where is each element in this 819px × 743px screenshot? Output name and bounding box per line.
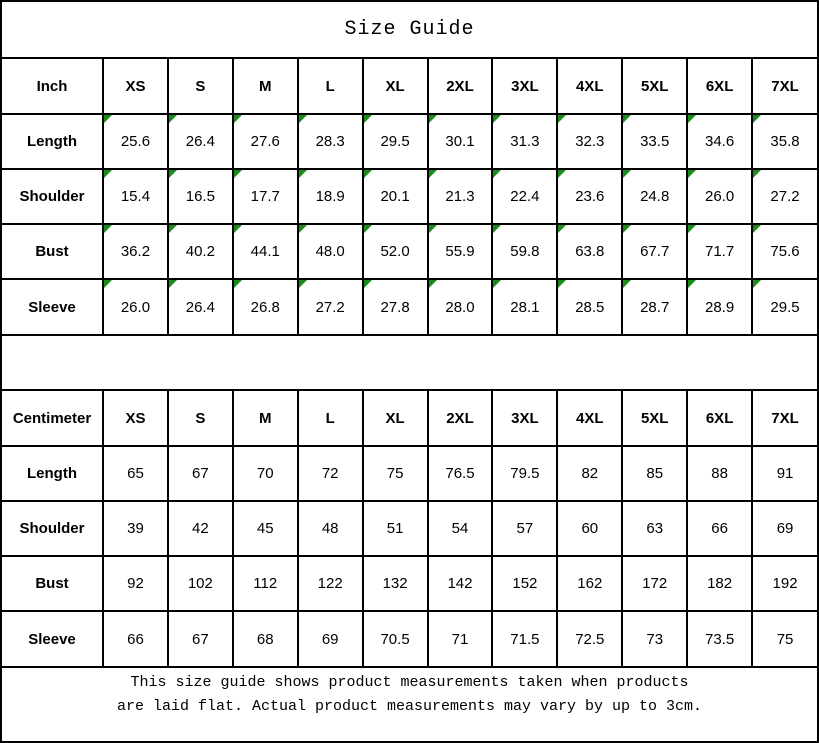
corner-marker-icon (753, 115, 761, 123)
measurement-value-cell (557, 501, 622, 556)
corner-marker-icon (558, 115, 566, 123)
measurement-value-cell (557, 224, 622, 279)
size-header-cell: 2XL (428, 391, 493, 446)
measurement-value-cell (428, 169, 493, 224)
corner-marker-icon (299, 170, 307, 178)
measurement-value: 66 (127, 630, 144, 648)
measurement-value: 28.9 (705, 298, 735, 316)
measurement-value: 21.3 (445, 188, 475, 205)
measurement-value-cell (363, 224, 428, 279)
measurement-value-cell (103, 169, 168, 224)
measurement-value-cell (752, 114, 817, 169)
measurement-value: 132 (382, 575, 408, 592)
measurement-value: 26.8 (250, 298, 280, 316)
measurement-value: 73 (646, 630, 664, 648)
measurement-value-cell (557, 556, 622, 611)
measurement-label-cell: Length (2, 114, 103, 169)
measurement-value-cell (557, 169, 622, 224)
measurement-label-cell: Bust (2, 556, 103, 611)
measurement-value-cell (168, 169, 233, 224)
corner-marker-icon (234, 280, 242, 288)
measurement-value: 26.0 (705, 188, 735, 205)
size-header-cell: 6XL (687, 59, 752, 114)
measurement-value-cell (428, 224, 493, 279)
measurement-value: 70.5 (380, 630, 410, 648)
corner-marker-icon (169, 225, 177, 233)
measurement-value-cell (298, 224, 363, 279)
measurement-value: 44.1 (250, 243, 280, 260)
measurement-label-cell: Shoulder (2, 501, 103, 556)
measurement-value-cell (233, 224, 298, 279)
measurement-value-cell (428, 611, 493, 666)
measurement-value-cell (103, 224, 168, 279)
corner-marker-icon (104, 115, 112, 123)
measurement-value: 82 (581, 465, 599, 482)
measurement-value-cell (428, 114, 493, 169)
measurement-value-cell (168, 114, 233, 169)
measurement-value-cell (103, 611, 168, 666)
measurement-value: 162 (577, 575, 603, 592)
measurement-value-cell (557, 114, 622, 169)
corner-marker-icon (104, 170, 112, 178)
measurement-label-cell: Bust (2, 224, 103, 279)
measurement-value-cell (687, 169, 752, 224)
measurement-value: 102 (187, 575, 213, 592)
unit-header-cell: Inch (2, 59, 103, 114)
corner-marker-icon (299, 115, 307, 123)
measurement-value: 75.6 (770, 243, 800, 260)
corner-marker-icon (234, 170, 242, 178)
measurement-value: 63 (646, 520, 664, 537)
measurement-value: 27.2 (315, 298, 345, 316)
measurement-value: 67 (192, 630, 209, 648)
page-title: Size Guide (2, 2, 817, 59)
measurement-value-cell (492, 556, 557, 611)
measurement-value: 29.5 (770, 298, 800, 316)
measurement-value-cell (687, 611, 752, 666)
measurement-value-cell (363, 114, 428, 169)
measurement-value-cell (298, 446, 363, 501)
measurement-value: 71.7 (705, 243, 735, 260)
corner-marker-icon (364, 280, 372, 288)
corner-marker-icon (493, 170, 501, 178)
measurement-value: 32.3 (575, 133, 605, 150)
measurement-value-cell (622, 611, 687, 666)
measurement-value: 30.1 (445, 133, 475, 150)
size-header-cell: 5XL (622, 59, 687, 114)
corner-marker-icon (169, 170, 177, 178)
measurement-value: 71 (451, 630, 469, 648)
measurement-value: 27.6 (250, 133, 280, 150)
measurement-value: 112 (253, 575, 278, 592)
measurement-value: 28.0 (445, 298, 475, 316)
measurement-value: 69 (776, 520, 794, 537)
measurement-value-cell (233, 279, 298, 334)
corner-marker-icon (299, 225, 307, 233)
measurement-value-cell (752, 501, 817, 556)
measurement-value-cell (233, 169, 298, 224)
measurement-value: 91 (776, 465, 794, 482)
measurement-value-cell (557, 446, 622, 501)
measurement-value-cell (103, 279, 168, 334)
measurement-value-cell (687, 224, 752, 279)
measurement-value-cell (298, 611, 363, 666)
measurement-value: 60 (581, 520, 599, 537)
measurement-value: 15.4 (120, 188, 151, 205)
measurement-value-cell (168, 446, 233, 501)
measurement-value: 72.5 (575, 630, 605, 648)
corner-marker-icon (623, 225, 631, 233)
measurement-value: 59.8 (510, 243, 540, 260)
measurement-value: 20.1 (380, 188, 410, 205)
measurement-value: 23.6 (575, 188, 605, 205)
corner-marker-icon (753, 225, 761, 233)
measurement-value-cell (233, 556, 298, 611)
measurement-label-cell: Length (2, 446, 103, 501)
measurement-value-cell (622, 501, 687, 556)
measurement-value-cell (363, 446, 428, 501)
measurement-label-cell: Shoulder (2, 169, 103, 224)
measurement-value-cell (428, 501, 493, 556)
corner-marker-icon (234, 225, 242, 233)
size-header-cell: 7XL (752, 391, 817, 446)
centimeter-size-table (2, 391, 817, 666)
measurement-value: 182 (707, 575, 733, 592)
measurement-value: 17.7 (250, 188, 280, 205)
corner-marker-icon (104, 225, 112, 233)
measurement-value: 76.5 (445, 465, 475, 482)
footer-note (2, 666, 817, 721)
measurement-value-cell (363, 611, 428, 666)
measurement-value: 55.9 (445, 243, 475, 260)
measurement-value-cell (363, 556, 428, 611)
measurement-value: 67.7 (640, 243, 670, 260)
corner-marker-icon (104, 280, 112, 288)
measurement-value: 28.5 (575, 298, 605, 316)
measurement-value-cell (752, 611, 817, 666)
measurement-value: 34.6 (705, 133, 735, 150)
measurement-value-cell (103, 501, 168, 556)
measurement-value: 65 (127, 465, 144, 482)
size-header-cell: 4XL (557, 391, 622, 446)
measurement-value-cell (363, 169, 428, 224)
measurement-value-cell (233, 611, 298, 666)
measurement-value-cell (687, 114, 752, 169)
table-separator (2, 334, 817, 391)
measurement-value: 79.5 (510, 465, 540, 482)
measurement-value: 152 (512, 575, 538, 592)
measurement-value-cell (492, 169, 557, 224)
corner-marker-icon (558, 225, 566, 233)
measurement-value: 35.8 (770, 133, 800, 150)
measurement-value-cell (298, 556, 363, 611)
measurement-value: 28.1 (510, 298, 540, 316)
measurement-value: 26.4 (185, 298, 215, 316)
measurement-value: 22.4 (510, 188, 540, 205)
measurement-value: 73.5 (705, 630, 735, 648)
measurement-value: 71.5 (510, 630, 540, 648)
measurement-value: 28.7 (640, 298, 670, 316)
measurement-value-cell (752, 169, 817, 224)
measurement-value: 75 (386, 465, 404, 482)
measurement-value-cell (492, 501, 557, 556)
measurement-value-cell (492, 446, 557, 501)
measurement-value-cell (233, 501, 298, 556)
measurement-value: 122 (317, 575, 343, 592)
measurement-value-cell (298, 501, 363, 556)
size-header-cell: M (233, 391, 298, 446)
size-header-cell: XS (103, 391, 168, 446)
measurement-value: 66 (711, 520, 728, 537)
measurement-value-cell (687, 556, 752, 611)
measurement-value-cell (168, 611, 233, 666)
corner-marker-icon (493, 115, 501, 123)
corner-marker-icon (753, 170, 761, 178)
measurement-value: 33.5 (640, 133, 670, 150)
measurement-value-cell (428, 279, 493, 334)
measurement-value-cell (363, 279, 428, 334)
measurement-value-cell (622, 279, 687, 334)
corner-marker-icon (364, 115, 372, 123)
measurement-value: 31.3 (510, 133, 540, 150)
measurement-value: 48.0 (315, 243, 345, 260)
size-header-cell: XL (363, 59, 428, 114)
inch-size-table (2, 59, 817, 334)
measurement-value-cell (492, 279, 557, 334)
measurement-value: 142 (447, 575, 473, 592)
corner-marker-icon (688, 225, 696, 233)
corner-marker-icon (493, 280, 501, 288)
size-header-cell: 3XL (492, 391, 557, 446)
corner-marker-icon (753, 280, 761, 288)
measurement-value: 51 (386, 520, 404, 537)
measurement-value: 16.5 (185, 188, 215, 205)
corner-marker-icon (299, 280, 307, 288)
measurement-value-cell (752, 446, 817, 501)
measurement-value: 28.3 (315, 133, 345, 150)
measurement-value: 70 (256, 465, 274, 482)
corner-marker-icon (688, 280, 696, 288)
measurement-label-cell: Sleeve (2, 611, 103, 666)
corner-marker-icon (623, 280, 631, 288)
measurement-value: 40.2 (185, 243, 215, 260)
measurement-value-cell (233, 114, 298, 169)
measurement-value: 26.4 (185, 133, 215, 150)
measurement-value: 25.6 (120, 133, 151, 150)
size-header-cell: S (168, 59, 233, 114)
measurement-value: 24.8 (640, 188, 670, 205)
measurement-value-cell (168, 279, 233, 334)
measurement-value-cell (168, 224, 233, 279)
measurement-value: 63.8 (575, 243, 605, 260)
measurement-value-cell (492, 224, 557, 279)
corner-marker-icon (558, 280, 566, 288)
footer-note-line1: This size guide shows product measurements taken when products (130, 673, 689, 691)
size-header-cell: L (298, 59, 363, 114)
measurement-value-cell (103, 114, 168, 169)
size-header-cell: XS (103, 59, 168, 114)
unit-header-cell: Centimeter (2, 391, 103, 446)
measurement-value: 39 (127, 520, 144, 537)
measurement-value: 92 (127, 575, 144, 592)
measurement-value: 72 (321, 465, 339, 482)
measurement-value-cell (103, 556, 168, 611)
corner-marker-icon (364, 225, 372, 233)
measurement-value: 36.2 (120, 243, 151, 260)
measurement-value-cell (168, 501, 233, 556)
measurement-value-cell (103, 446, 168, 501)
measurement-value: 52.0 (380, 243, 410, 260)
size-header-cell: XL (363, 391, 428, 446)
measurement-value-cell (687, 279, 752, 334)
size-header-cell: S (168, 391, 233, 446)
size-header-cell: 4XL (557, 59, 622, 114)
measurement-value-cell (233, 446, 298, 501)
corner-marker-icon (429, 225, 437, 233)
measurement-value: 85 (646, 465, 664, 482)
measurement-value-cell (622, 446, 687, 501)
measurement-value: 88 (711, 465, 728, 482)
corner-marker-icon (688, 115, 696, 123)
corner-marker-icon (493, 225, 501, 233)
corner-marker-icon (623, 115, 631, 123)
measurement-value: 172 (642, 575, 668, 592)
measurement-value-cell (492, 611, 557, 666)
measurement-value: 75 (776, 630, 794, 648)
size-header-cell: L (298, 391, 363, 446)
measurement-value: 42 (192, 520, 209, 537)
measurement-value-cell (557, 611, 622, 666)
measurement-value: 27.2 (770, 188, 800, 205)
measurement-value-cell (492, 114, 557, 169)
measurement-value: 57 (516, 520, 534, 537)
measurement-value: 45 (256, 520, 274, 537)
measurement-value: 54 (451, 520, 469, 537)
corner-marker-icon (429, 280, 437, 288)
corner-marker-icon (234, 115, 242, 123)
corner-marker-icon (558, 170, 566, 178)
measurement-value-cell (428, 556, 493, 611)
measurement-label-cell: Sleeve (2, 279, 103, 334)
corner-marker-icon (623, 170, 631, 178)
corner-marker-icon (688, 170, 696, 178)
size-header-cell: 7XL (752, 59, 817, 114)
measurement-value: 29.5 (380, 133, 410, 150)
size-header-cell: M (233, 59, 298, 114)
corner-marker-icon (429, 115, 437, 123)
measurement-value: 18.9 (315, 188, 345, 205)
measurement-value: 192 (772, 575, 798, 592)
corner-marker-icon (169, 115, 177, 123)
measurement-value-cell (752, 279, 817, 334)
measurement-value: 27.8 (380, 298, 410, 316)
measurement-value-cell (687, 501, 752, 556)
size-header-cell: 5XL (622, 391, 687, 446)
measurement-value: 26.0 (120, 298, 151, 316)
measurement-value: 69 (321, 630, 339, 648)
measurement-value-cell (752, 224, 817, 279)
corner-marker-icon (169, 280, 177, 288)
measurement-value-cell (428, 446, 493, 501)
size-header-cell: 2XL (428, 59, 493, 114)
measurement-value-cell (557, 279, 622, 334)
measurement-value: 48 (321, 520, 339, 537)
measurement-value-cell (298, 169, 363, 224)
size-header-cell: 6XL (687, 391, 752, 446)
corner-marker-icon (429, 170, 437, 178)
measurement-value: 68 (256, 630, 274, 648)
measurement-value-cell (752, 556, 817, 611)
footer-note-line2: are laid flat. Actual product measurements may vary by up to 3cm. (116, 697, 703, 715)
measurement-value-cell (298, 279, 363, 334)
measurement-value-cell (622, 169, 687, 224)
measurement-value-cell (622, 224, 687, 279)
size-header-cell: 3XL (492, 59, 557, 114)
measurement-value-cell (298, 114, 363, 169)
measurement-value: 67 (192, 465, 209, 482)
measurement-value-cell (687, 446, 752, 501)
measurement-value-cell (622, 114, 687, 169)
measurement-value-cell (168, 556, 233, 611)
corner-marker-icon (364, 170, 372, 178)
measurement-value-cell (622, 556, 687, 611)
measurement-value-cell (363, 501, 428, 556)
